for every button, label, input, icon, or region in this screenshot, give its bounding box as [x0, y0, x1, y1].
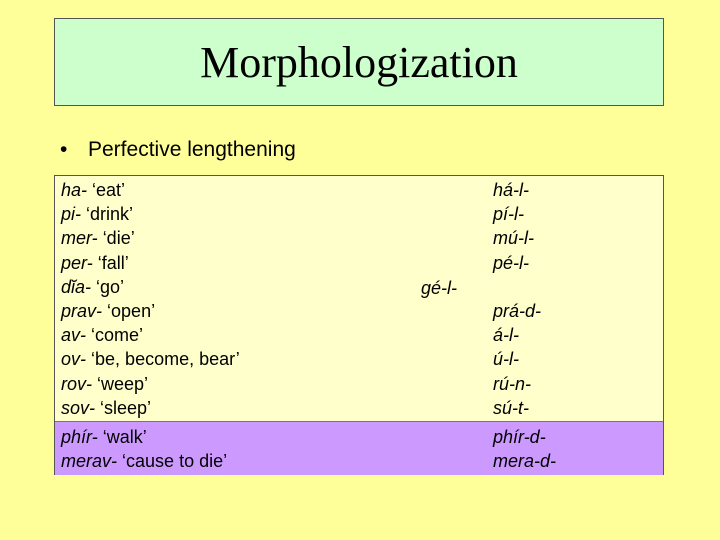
gloss: ‘drink’ [86, 204, 134, 225]
perfective-form: ú-l- [493, 349, 519, 370]
stem: merav- [61, 451, 118, 472]
table-row [61, 347, 240, 371]
highlight-stem-column [61, 425, 227, 473]
middle-column [421, 276, 457, 300]
stem: phír- [61, 427, 98, 447]
perfective-form: prá-d- [493, 301, 542, 321]
table-row [61, 396, 240, 420]
gloss: ‘be, become, bear’ [91, 349, 240, 370]
stem: dĭa- [61, 276, 92, 297]
perfective-form: phír-d- [493, 427, 546, 447]
gloss: ‘fall’ [97, 252, 129, 273]
stem: mer- [61, 228, 98, 249]
perfective-form: rú-n- [493, 373, 532, 394]
gloss: ‘die’ [102, 228, 135, 249]
table-row [61, 178, 240, 202]
title-box [54, 18, 664, 106]
stem: prav- [61, 301, 103, 322]
middle-form: gé-l- [421, 278, 458, 298]
table-row [61, 372, 240, 396]
gloss: ‘sleep’ [100, 397, 152, 418]
table-row [61, 449, 227, 473]
highlight-perfective-column [493, 425, 556, 473]
table-row [61, 226, 240, 250]
gloss: ‘weep’ [97, 373, 149, 394]
table-row [61, 299, 240, 323]
perfective-form: pé-l- [493, 252, 530, 273]
table-row [61, 251, 240, 275]
data-table [54, 175, 664, 475]
perfective-form: há-l- [493, 180, 530, 200]
stem: sov- [61, 397, 96, 418]
stem: per- [61, 252, 93, 273]
bullet-item [60, 138, 296, 162]
stem: av- [61, 325, 87, 346]
gloss: ‘open’ [107, 301, 156, 322]
table-row [61, 323, 240, 347]
gloss: ‘cause to die’ [122, 451, 228, 472]
gloss: ‘eat’ [92, 180, 126, 200]
stem: pi- [61, 204, 82, 225]
table-row [61, 425, 227, 449]
gloss: ‘come’ [91, 325, 144, 346]
stem: rov- [61, 373, 92, 394]
slide-title: Morphologization [200, 37, 518, 87]
perfective-column [493, 178, 541, 420]
table-row [61, 275, 240, 299]
table-row [61, 202, 240, 226]
stem: ha- [61, 180, 88, 200]
bullet-dot-icon: • [60, 138, 68, 161]
perfective-form: á-l- [493, 325, 519, 346]
perfective-form: mera-d- [493, 451, 557, 472]
gloss: ‘walk’ [102, 427, 147, 447]
perfective-form: pí-l- [493, 204, 524, 225]
gloss: ‘go’ [96, 276, 125, 297]
stem-column [61, 178, 240, 420]
bullet-text: Perfective lengthening [88, 138, 296, 161]
perfective-form: mú-l- [493, 228, 534, 249]
perfective-form: sú-t- [493, 397, 529, 418]
stem: ov- [61, 349, 87, 370]
